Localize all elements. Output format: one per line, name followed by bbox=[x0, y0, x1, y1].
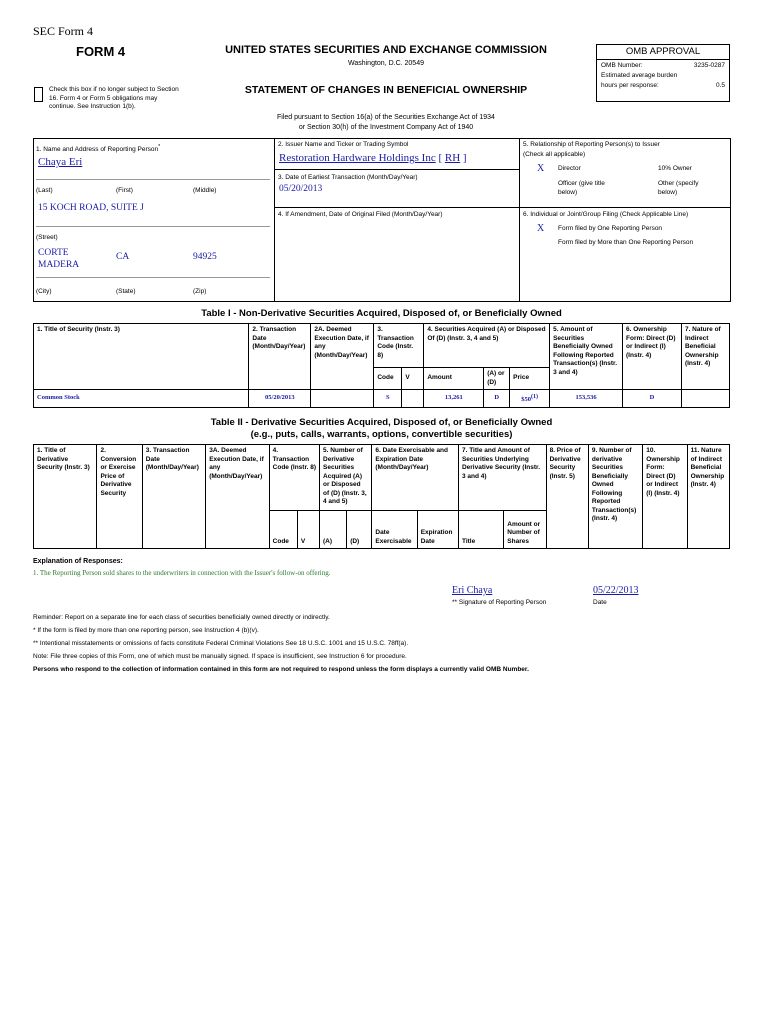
t1-header-ownership-form: 6. Ownership Form: Direct (D) or Indirect (I) (Instr. 4) bbox=[623, 324, 682, 390]
director-check-mark: X bbox=[537, 163, 545, 174]
t2-header-conversion: 2. Conversion or Exercise Price of Derivative Security bbox=[97, 445, 142, 549]
box1-label: 1. Name and Address of Reporting Person* bbox=[36, 144, 161, 154]
ticker-symbol: RH bbox=[444, 152, 461, 164]
t1-row-form: D bbox=[623, 390, 682, 408]
statement-title: STATEMENT OF CHANGES IN BENEFICIAL OWNERSHIP bbox=[244, 84, 528, 96]
filed-pursuant-line1: Filed pursuant to Section 16(a) of the Securities Exchange Act of 1934 bbox=[277, 114, 495, 121]
agency-name: UNITED STATES SECURITIES AND EXCHANGE COMMISSION bbox=[225, 44, 547, 56]
t2-header-date: 3. Transaction Date (Month/Day/Year) bbox=[142, 445, 205, 549]
omb-approval-box bbox=[596, 44, 730, 102]
t1-header-code: 3. Transaction Code (Instr. 8) bbox=[374, 324, 424, 368]
box3-label: 3. Date of Earliest Transaction (Month/Day/Year) bbox=[278, 174, 418, 181]
issuer-line: Restoration Hardware Holdings Inc [ RH ] bbox=[279, 152, 467, 164]
t1-header-title: 1. Title of Security (Instr. 3) bbox=[34, 324, 249, 390]
omb-title: OMB APPROVAL bbox=[597, 45, 729, 60]
table2-title: Table II - Derivative Securities Acquired, Disposed of, or Beneficially Owned (e.g., puts, calls, warrants, options, convertible securities) bbox=[210, 417, 553, 440]
footnote-multiple-filers: * If the form is filed by more than one reporting person, see Instruction 4 (b)(v). bbox=[33, 627, 259, 634]
t1-header-securities: 4. Securities Acquired (A) or Disposed Of (D) (Instr. 3, 4 and 5) bbox=[424, 324, 550, 368]
box5-relationship bbox=[519, 138, 731, 302]
t1-row-date: 05/20/2013 bbox=[249, 390, 311, 408]
signature-label: ** Signature of Reporting Person bbox=[452, 599, 547, 606]
t1-sub-v: V bbox=[402, 368, 424, 390]
state-value: CA bbox=[116, 252, 130, 262]
state-label: (State) bbox=[116, 288, 136, 295]
box2-label: 2. Issuer Name and Ticker or Trading Symbol bbox=[278, 141, 409, 148]
t1-sub-price: Price bbox=[510, 368, 550, 390]
omb-hours-label: hours per response: bbox=[601, 82, 659, 89]
t1-row-title: Common Stock bbox=[34, 390, 249, 408]
price-footnote: (1) bbox=[531, 393, 538, 400]
table-row bbox=[34, 390, 730, 408]
t2-sub-v: V bbox=[297, 511, 319, 549]
t2-header-deemed: 3A. Deemed Execution Date, if any (Month/Day/Year) bbox=[206, 445, 269, 549]
t2-sub-code: Code bbox=[269, 511, 297, 549]
t2-header-code: 4. Transaction Code (Instr. 8) bbox=[269, 445, 319, 511]
one-person-label: Form filed by One Reporting Person bbox=[558, 225, 663, 232]
box5-sublabel: (Check all applicable) bbox=[523, 151, 586, 158]
box4-label: 4. If Amendment, Date of Original Filed (Month/Day/Year) bbox=[278, 211, 443, 218]
t1-sub-ad: (A) or (D) bbox=[484, 368, 510, 390]
omb-number-value: 3235-0287 bbox=[693, 62, 725, 69]
zip-label: (Zip) bbox=[193, 288, 207, 295]
reminder-text: Reminder: Report on a separate line for each class of securities beneficially owned directly or indirectly. bbox=[33, 614, 330, 621]
omb-hours-value: 0.5 bbox=[715, 82, 725, 89]
t2-sub-amount: Amount or Number of Shares bbox=[504, 511, 546, 549]
t1-row-code: S bbox=[374, 390, 402, 408]
t1-row-ad: D bbox=[484, 390, 510, 408]
street-label: (Street) bbox=[36, 234, 58, 241]
t2-sub-d: (D) bbox=[347, 511, 372, 549]
t2-header-derivative-owned: 9. Number of derivative Securities Beneficially Owned Following Reported Transaction(s) (Instr. 4) bbox=[588, 445, 642, 549]
omb-burden-label: Estimated average burden bbox=[601, 72, 678, 79]
agency-city: Washington, D.C. 20549 bbox=[347, 60, 424, 67]
more-persons-label: Form filed by More than One Reporting Person bbox=[558, 239, 694, 246]
earliest-transaction-date: 05/20/2013 bbox=[279, 184, 323, 194]
last-label: (Last) bbox=[36, 187, 53, 194]
one-person-check-mark: X bbox=[537, 223, 545, 234]
t2-header-title: 1. Title of Derivative Security (Instr. 3) bbox=[34, 445, 97, 549]
street-value: 15 KOCH ROAD, SUITE J bbox=[38, 203, 144, 213]
t2-header-price: 8. Price of Derivative Security (Instr. 5) bbox=[546, 445, 588, 549]
form-title: FORM 4 bbox=[76, 44, 126, 59]
t2-header-exercisable: 6. Date Exercisable and Expiration Date (Month/Day/Year) bbox=[372, 445, 459, 511]
explanation-note-1: 1. The Reporting Person sold shares to the underwriters in connection with the Issuer's follow-on offering. bbox=[33, 569, 331, 577]
footnote-copies: Note: File three copies of this Form, one of which must be manually signed. If space is insufficient, see Instruction 6 for procedure. bbox=[33, 653, 407, 660]
table1-title: Table I - Non-Derivative Securities Acquired, Disposed of, or Beneficially Owned bbox=[201, 308, 562, 319]
omb-number-label: OMB Number: bbox=[601, 62, 643, 69]
t1-row-amount: 13,261 bbox=[424, 390, 484, 408]
first-label: (First) bbox=[116, 187, 133, 194]
date-label: Date bbox=[593, 599, 607, 606]
city-label: (City) bbox=[36, 288, 52, 295]
t2-sub-a: (A) bbox=[320, 511, 347, 549]
explanation-label: Explanation of Responses: bbox=[33, 558, 123, 565]
director-label: Director bbox=[558, 165, 581, 172]
table1 bbox=[33, 323, 730, 408]
t1-header-amount-owned: 5. Amount of Securities Beneficially Owned Following Reported Transaction(s) (Instr. 3 and 4) bbox=[550, 324, 623, 390]
ten-percent-owner-label: 10% Owner bbox=[658, 165, 692, 172]
city-value: CORTE MADERA bbox=[38, 248, 80, 270]
signature-name: Eri Chaya bbox=[452, 585, 493, 596]
zip-value: 94925 bbox=[193, 252, 217, 262]
checkbox-text: Check this box if no longer subject to Section 16. Form 4 or Form 5 obligations may continue. See Instruction 1(b). bbox=[49, 86, 179, 110]
box5-label: 5. Relationship of Reporting Person(s) to Issuer bbox=[523, 141, 660, 148]
t1-row-price: $50$^{(1)}$ bbox=[510, 390, 550, 408]
t2-sub-title: Title bbox=[458, 511, 503, 549]
box6-label: 6. Individual or Joint/Group Filing (Check Applicable Line) bbox=[523, 211, 689, 218]
t1-row-owned: 153,536 bbox=[550, 390, 623, 408]
middle-label: (Middle) bbox=[193, 187, 217, 194]
document-label: SEC Form 4 bbox=[33, 24, 94, 38]
t2-header-nature: 11. Nature of Indirect Beneficial Ownership (Instr. 4) bbox=[687, 445, 729, 549]
t2-sub-date-exercisable: Date Exercisable bbox=[372, 511, 417, 549]
t2-header-number: 5. Number of Derivative Securities Acquired (A) or Disposed of (D) (Instr. 3, 4 and 5) bbox=[320, 445, 372, 511]
officer-label: Officer (give title below) bbox=[558, 180, 605, 196]
no-longer-subject-checkbox[interactable] bbox=[34, 87, 43, 102]
issuer-name: Restoration Hardware Holdings Inc bbox=[279, 152, 436, 164]
t2-sub-expiration: Expiration Date bbox=[417, 511, 458, 549]
t1-header-date: 2. Transaction Date (Month/Day/Year) bbox=[249, 324, 311, 390]
t1-header-nature: 7. Nature of Indirect Beneficial Ownership (Instr. 4) bbox=[681, 324, 729, 390]
table2 bbox=[33, 444, 730, 549]
t2-header-ownership-form: 10. Ownership Form: Direct (D) or Indirect (I) (Instr. 4) bbox=[643, 445, 687, 549]
other-label: Other (specify below) bbox=[658, 180, 699, 196]
footnote-misstatements: ** Intentional misstatements or omissions of facts constitute Federal Criminal Violations See 18 U.S.C. 1001 and 15 U.S.C. 78ff(a). bbox=[33, 640, 409, 647]
t1-sub-code: Code bbox=[374, 368, 402, 390]
t2-header-underlying: 7. Title and Amount of Securities Underlying Derivative Security (Instr. 3 and 4) bbox=[458, 445, 546, 511]
footnote-omb-notice: Persons who respond to the collection of information contained in this form are not required to respond unless the form displays a currently valid OMB Number. bbox=[33, 666, 529, 673]
t1-sub-amount: Amount bbox=[424, 368, 484, 390]
filed-pursuant-line2: or Section 30(h) of the Investment Company Act of 1940 bbox=[298, 124, 474, 131]
reporting-person-name: Chaya Eri bbox=[38, 156, 83, 168]
signature-date: 05/22/2013 bbox=[593, 585, 639, 596]
t1-header-deemed: 2A. Deemed Execution Date, if any (Month/Day/Year) bbox=[311, 324, 374, 390]
